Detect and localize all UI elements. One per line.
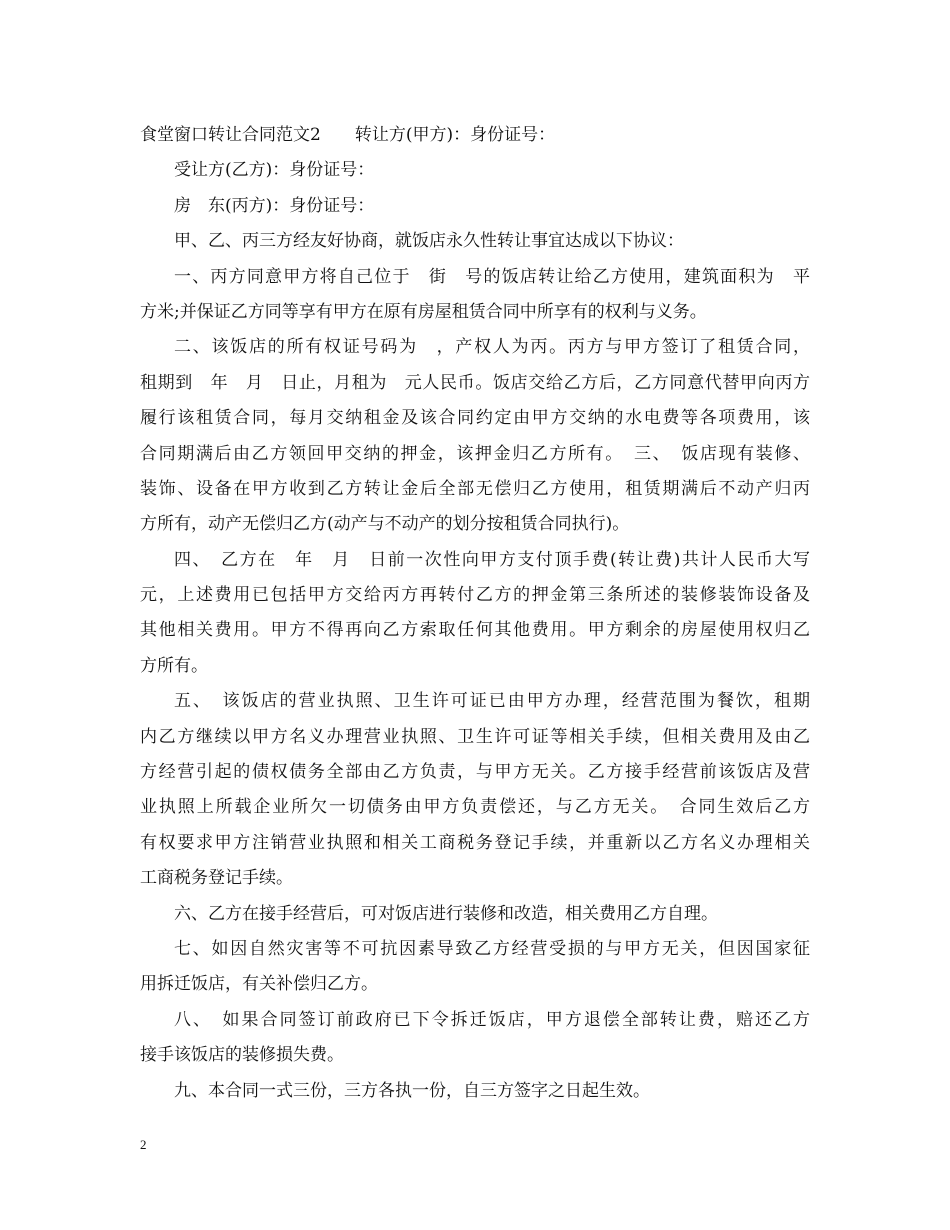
clause-4-line-2: 元，上述费用已包括甲方交给丙方再转付乙方的押金第三条所述的装修装饰设备及 <box>140 585 810 606</box>
clause-9-line-1: 九、本合同一式三份，三方各执一份，自三方签字之日起生效。 <box>174 1080 650 1101</box>
page-number: 2 <box>140 1137 147 1152</box>
clause-2-line-1: 二、该饭店的所有权证号码为 ，产权人为丙。丙方与甲方签订了租赁合同， <box>174 337 810 358</box>
clause-8-line-1: 八、 如果合同签订前政府已下令拆迁饭店，甲方退偿全部转让费，赔还乙方 <box>174 1009 810 1030</box>
agreement-intro-line: 甲、乙、丙三方经友好协商，就饭店永久性转让事宜达成以下协议： <box>174 231 684 252</box>
clause-7-line-1: 七、如因自然灾害等不可抗因素导致乙方经营受损的与甲方无关，但因国家征 <box>174 938 810 959</box>
party-b-line: 受让方(乙方)：身份证号： <box>174 160 375 181</box>
clause-5-line-2: 内乙方继续以甲方名义办理营业执照、卫生许可证等相关手续，但相关费用及由乙 <box>140 726 810 747</box>
clause-5-line-3: 方经营引起的债权债务全部由乙方负责，与甲方无关。乙方接手经营前该饭店及营 <box>140 762 810 783</box>
clause-5-line-1: 五、 该饭店的营业执照、卫生许可证已由甲方办理，经营范围为餐饮，租期 <box>174 691 810 712</box>
clause-1-line-1: 一、丙方同意甲方将自己位于 街 号的饭店转让给乙方使用，建筑面积为 平 <box>174 266 810 287</box>
clause-2-line-3: 履行该租赁合同，每月交纳租金及该合同约定由甲方交纳的水电费等各项费用，该 <box>140 408 810 429</box>
clause-4-line-4: 方所有。 <box>140 655 208 676</box>
clause-5-line-5: 有权要求甲方注销营业执照和相关工商税务登记手续，并重新以乙方名义办理相关 <box>140 832 810 853</box>
clause-6-line-1: 六、乙方在接手经营后，可对饭店进行装修和改造，相关费用乙方自理。 <box>174 903 718 924</box>
party-c-line: 房 东(丙方)：身份证号： <box>174 195 375 216</box>
clause-8-line-2: 接手该饭店的装修损失费。 <box>140 1045 344 1066</box>
clause-2-line-2: 租期到 年 月 日止，月租为 元人民币。饭店交给乙方后，乙方同意代替甲向丙方 <box>140 372 810 393</box>
contract-body <box>140 118 810 1109</box>
clause-7-line-2: 用拆迁饭店，有关补偿归乙方。 <box>140 974 378 995</box>
clause-3-line-1: 装饰、设备在甲方收到乙方转让金后全部无偿归乙方使用，租赁期满后不动产归丙 <box>140 478 810 499</box>
clause-3-line-2: 方所有，动产无偿归乙方(动产与不动产的划分按租赁合同执行)。 <box>140 514 630 535</box>
clause-2-line-4: 合同期满后由乙方领回甲交纳的押金，该押金归乙方所有。 三、 饭店现有装修、 <box>140 443 810 464</box>
clause-1-line-2: 方米;并保证乙方同等享有甲方在原有房屋租赁合同中所享有的权利与义务。 <box>140 301 707 322</box>
title-line: 食堂窗口转让合同范文2 转让方(甲方)：身份证号： <box>140 125 556 145</box>
clause-5-line-6: 工商税务登记手续。 <box>140 868 293 889</box>
clause-4-line-3: 其他相关费用。甲方不得再向乙方索取任何其他费用。甲方剩余的房屋使用权归乙 <box>140 620 810 641</box>
clause-5-line-4: 业执照上所载企业所欠一切债务由甲方负责偿还，与乙方无关。 合同生效后乙方 <box>140 797 810 818</box>
clause-4-line-1: 四、 乙方在 年 月 日前一次性向甲方支付顶手费(转让费)共计人民币大写 <box>174 549 810 570</box>
